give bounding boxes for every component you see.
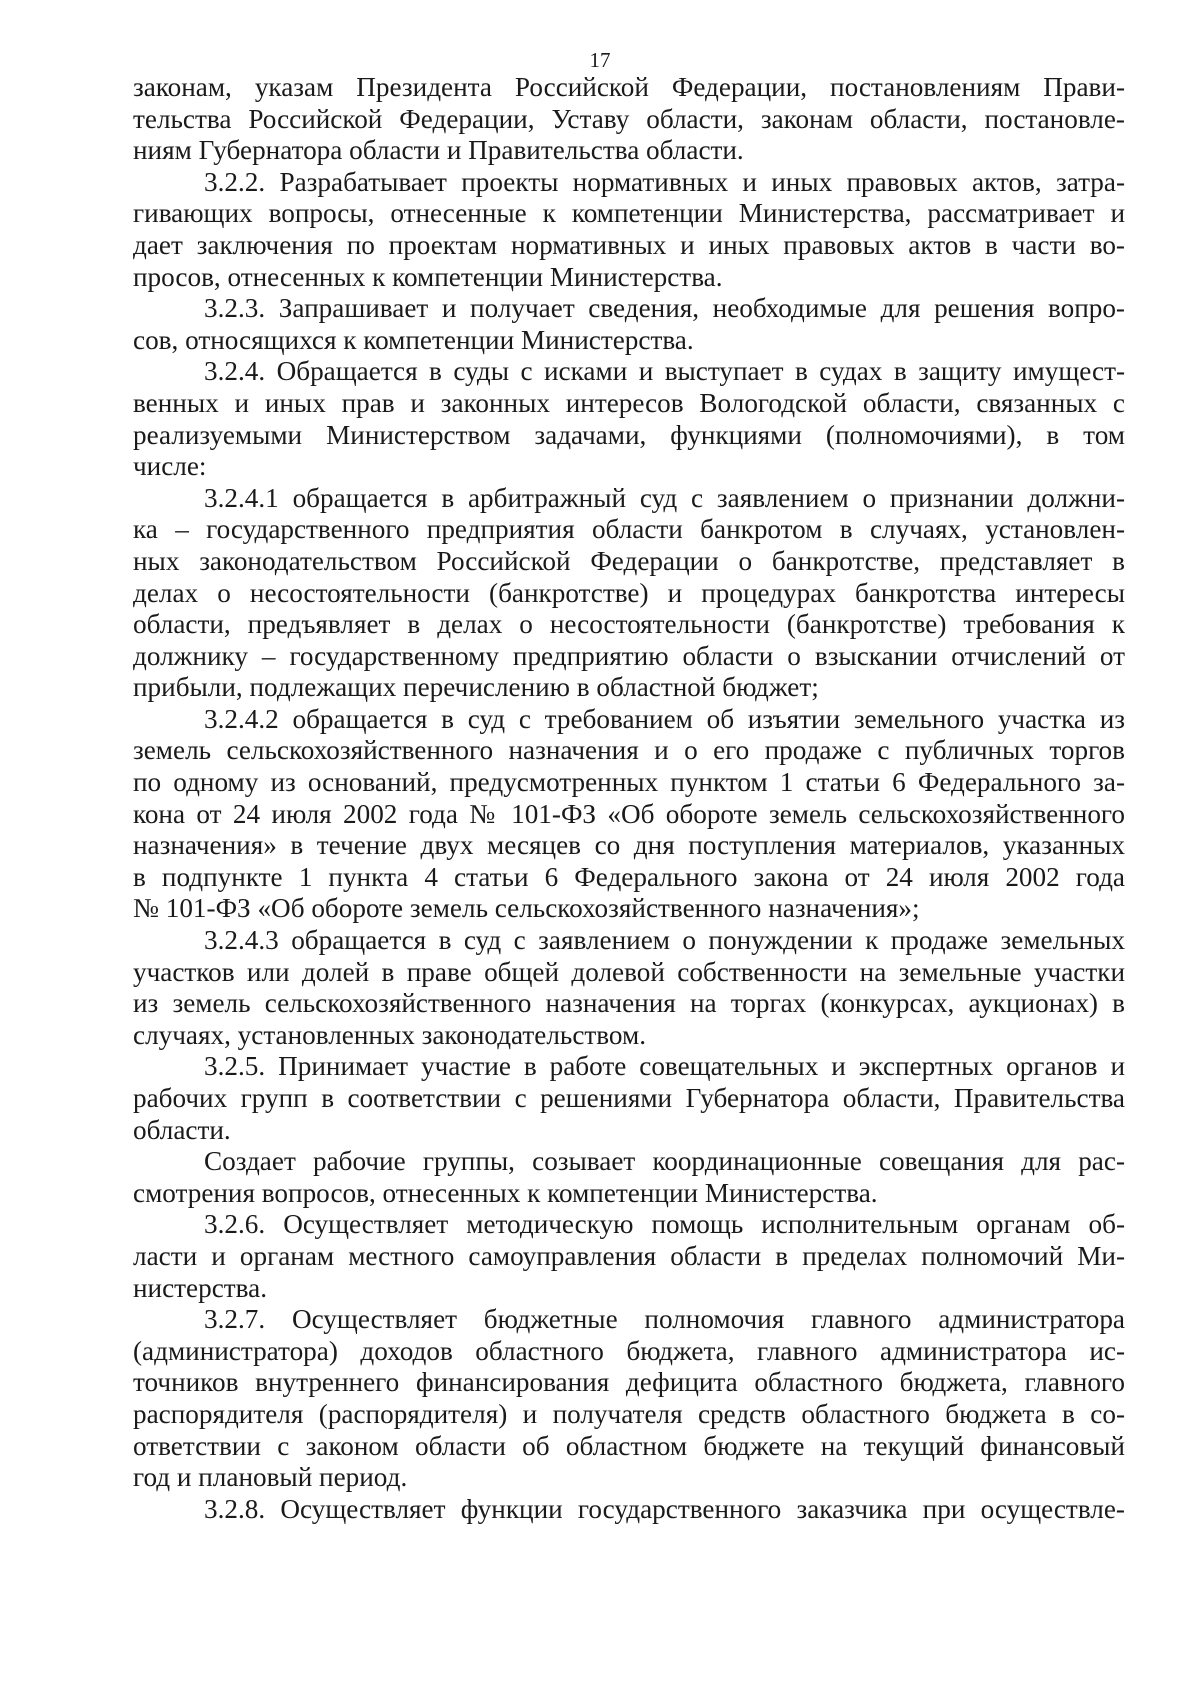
text-line: прибыли, подлежащих перечислению в областной бюджет;	[133, 672, 819, 703]
text-line: 3.2.4.1 обращается в арбитражный суд с заявлением о признании должни-	[204, 482, 1125, 513]
text-line: 3.2.8. Осуществляет функции государственного заказчика при осуществле-	[204, 1493, 1125, 1524]
text-line: ных законодательством Российской Федерации о банкротстве, представляет в	[133, 545, 1125, 576]
text-line: по одному из оснований, предусмотренных пунктом 1 статьи 6 Федерального за-	[133, 767, 1125, 798]
text-line: нистерства.	[133, 1272, 267, 1303]
text-line: ответствии с законом области об областном бюджете на текущий финансовый	[133, 1430, 1125, 1461]
text-line: 3.2.4.3 обращается в суд с заявлением о понуждении к продаже земельных	[204, 925, 1125, 956]
text-line: числе:	[133, 451, 207, 482]
text-line: смотрения вопросов, отнесенных к компетенции Министерства.	[133, 1177, 878, 1208]
text-line: 3.2.6. Осуществляет методическую помощь исполнительным органам об-	[204, 1209, 1125, 1240]
text-line: случаях, установленных законодательством.	[133, 1019, 646, 1050]
text-line: области.	[133, 1114, 231, 1145]
text-line: просов, отнесенных к компетенции Министерства.	[133, 261, 723, 292]
text-line: 3.2.7. Осуществляет бюджетные полномочия главного администратора	[204, 1304, 1125, 1335]
paragraph-p-3-2-4-2	[133, 704, 1125, 925]
document-body	[133, 72, 1125, 1525]
paragraph-p-3-2-2	[133, 167, 1125, 293]
text-line: 3.2.5. Принимает участие в работе совещательных и экспертных органов и	[204, 1051, 1125, 1082]
text-line: тельства Российской Федерации, Уставу области, законам области, постановле-	[133, 103, 1125, 134]
text-line: венных и иных прав и законных интересов Вологодской области, связанных с	[133, 387, 1125, 418]
text-line: назначения» в течение двух месяцев со дня поступления материалов, указанных	[133, 830, 1125, 861]
paragraph-p-groups	[133, 1146, 1125, 1209]
text-line: 3.2.3. Запрашивает и получает сведения, необходимые для решения вопро-	[204, 293, 1125, 324]
paragraph-p-3-2-3	[133, 293, 1125, 356]
paragraph-p-3-2-6	[133, 1209, 1125, 1304]
paragraph-p-intro	[133, 72, 1125, 167]
text-line: Создает рабочие группы, созывает координационные совещания для рас-	[204, 1146, 1125, 1177]
text-line: реализуемыми Министерством задачами, функциями (полномочиями), в том	[133, 419, 1125, 450]
text-line: № 101-ФЗ «Об обороте земель сельскохозяйственного назначения»;	[133, 893, 920, 924]
text-line: распорядителя (распорядителя) и получателя средств областного бюджета в со-	[133, 1398, 1125, 1429]
text-line: из земель сельскохозяйственного назначения на торгах (конкурсах, аукционах) в	[133, 988, 1125, 1019]
paragraph-p-3-2-4-1	[133, 483, 1125, 704]
text-line: сов, относящихся к компетенции Министерства.	[133, 324, 694, 355]
text-line: год и плановый период.	[133, 1462, 408, 1493]
text-line: дает заключения по проектам нормативных и иных правовых актов в части во-	[133, 229, 1125, 260]
text-line: ласти и органам местного самоуправления области в пределах полномочий Ми-	[133, 1240, 1125, 1271]
text-line: законам, указам Президента Российской Федерации, постановлениям Прави-	[133, 72, 1125, 102]
text-line: ка – государственного предприятия области банкротом в случаях, установлен-	[133, 514, 1125, 545]
text-line: 3.2.2. Разрабатывает проекты нормативных и иных правовых актов, затра-	[204, 166, 1125, 197]
text-line: в подпункте 1 пункта 4 статьи 6 Федерального закона от 24 июля 2002 года	[133, 861, 1125, 892]
text-line: 3.2.4. Обращается в суды с исками и выступает в судах в защиту имущест-	[204, 356, 1125, 387]
text-line: 3.2.4.2 обращается в суд с требованием об изъятии земельного участка из	[204, 703, 1125, 734]
paragraph-p-3-2-8	[133, 1494, 1125, 1526]
text-line: гивающих вопросы, отнесенные к компетенции Министерства, рассматривает и	[133, 198, 1125, 229]
text-line: должнику – государственному предприятию области о взыскании отчислений от	[133, 640, 1125, 671]
text-line: делах о несостоятельности (банкротстве) и процедурах банкротства интересы	[133, 577, 1125, 608]
paragraph-p-3-2-4-3	[133, 925, 1125, 1051]
page-number: 17	[589, 48, 611, 72]
paragraph-p-3-2-4	[133, 356, 1125, 482]
text-line: точников внутреннего финансирования дефицита областного бюджета, главного	[133, 1367, 1125, 1398]
text-line: земель сельскохозяйственного назначения и о его продаже с публичных торгов	[133, 735, 1125, 766]
text-line: кона от 24 июля 2002 года № 101-ФЗ «Об обороте земель сельскохозяйственного	[133, 798, 1125, 829]
text-line: области, предъявляет в делах о несостоятельности (банкротстве) требования к	[133, 609, 1125, 640]
text-line: (администратора) доходов областного бюджета, главного администратора ис-	[133, 1335, 1125, 1366]
text-line: ниям Губернатора области и Правительства области.	[133, 135, 744, 166]
text-line: участков или долей в праве общей долевой собственности на земельные участки	[133, 956, 1125, 987]
text-line: рабочих групп в соответствии с решениями Губернатора области, Правительства	[133, 1083, 1125, 1113]
paragraph-p-3-2-7	[133, 1304, 1125, 1494]
paragraph-p-3-2-5	[133, 1051, 1125, 1146]
